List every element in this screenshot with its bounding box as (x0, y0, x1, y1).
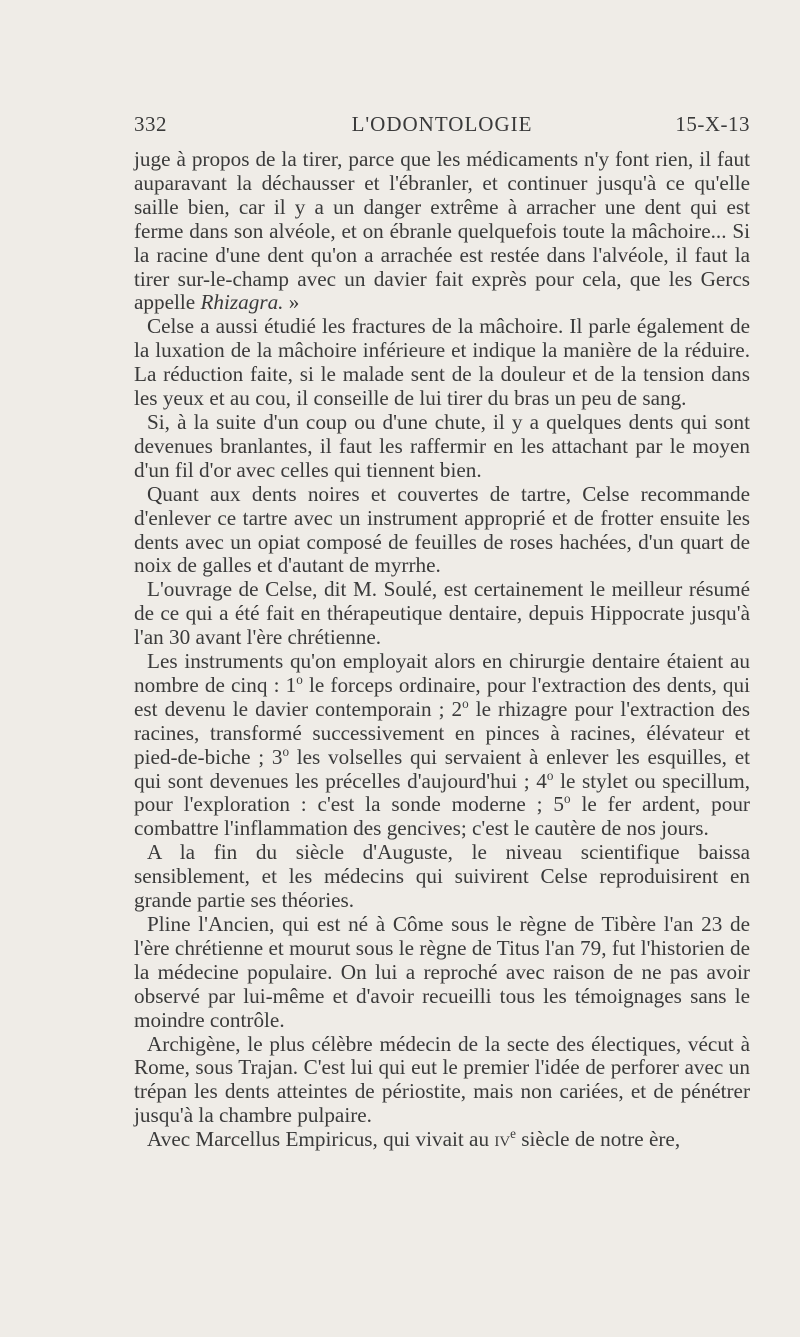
page-number: 332 (134, 112, 167, 136)
ordinal-mark: o (564, 791, 571, 807)
ordinal-mark: o (282, 743, 290, 759)
ordinal-mark: o (296, 671, 303, 687)
paragraph: Pline l'Ancien, qui est né à Côme sous le règne de Tibère l'an 23 de l'ère chrétienne et mourut sous le règne de Titus l'an 79, fut l'historien de la médecine populaire. On lui a reproché avec raison de ne pas avoir observé par lui-même et d'avoir recueilli tous les témoignages sans le moindre contrôle. (134, 912, 750, 1032)
body-text (134, 148, 750, 1152)
paragraph-text: le rhizagre pour l'extraction des racines, transformé successivement en pinces à racines, élévateur et pied-de-biche ; 3 (134, 696, 751, 769)
paragraph: Quant aux dents noires et couvertes de tartre, Celse recommande d'enlever ce tartre avec un instrument approprié et de frotter ensuite les dents avec un opiat composé de feuilles de roses hachées, d'un quart de noix de galles et d'autant de myrrhe. (134, 481, 750, 578)
closing-quote: » (283, 290, 300, 315)
paragraph-text: le fer ardent, pour combattre l'inflammation des gencives; c'est le cautère de nos jours. (134, 792, 750, 841)
paragraph-text: Avec Marcellus Empiricus, qui vivait au (147, 1127, 495, 1152)
running-title: L'ODONTOLOGIE (351, 112, 533, 136)
paragraph-text: le forceps ordinaire, pour l'extraction des dents, qui est devenu le davier contemporain ; 2 (134, 672, 750, 721)
ordinal-mark: o (546, 767, 554, 783)
paragraph: Archigène, le plus célèbre médecin de la secte des électiques, vécut à Rome, sous Trajan. C'est lui qui eut le premier l'idée de perforer avec un trépan les dents atteintes de périostite, mais non cariées, et de pénétrer jusqu'à la chambre pulpaire. (134, 1031, 750, 1128)
paragraph-text: les volselles qui servaient à enlever les esquilles, et qui sont devenues les précelles d'aujourd'hui ; 4 (134, 744, 750, 793)
paragraph-text: le stylet ou specillum, pour l'exploration : c'est la sonde moderne ; 5 (134, 768, 750, 817)
paragraph-text: Les instruments qu'on employait alors en chirurgie dentaire étaient au nombre de cinq : 1 (134, 649, 750, 697)
issue-date: 15-X-13 (675, 112, 750, 136)
paragraph-text: siècle de notre ère, (516, 1127, 681, 1152)
paragraph (134, 1128, 750, 1152)
ordinal-mark: o (462, 695, 469, 711)
paragraph: A la fin du siècle d'Auguste, le niveau scientifique baissa sensiblement, et les médecins qui suivirent Celse reproduisirent en grande partie ses théories. (134, 840, 750, 913)
roman-numeral: iv (494, 1127, 511, 1152)
paragraph (134, 148, 750, 315)
paragraph: L'ouvrage de Celse, dit M. Soulé, est certainement le meilleur résumé de ce qui a été fait en thérapeutique dentaire, depuis Hippocrate jusqu'à l'an 30 avant l'ère chrétienne. (134, 577, 750, 650)
ordinal-mark: e (510, 1126, 516, 1142)
paragraph-text: juge à propos de la tirer, parce que les médicaments n'y font rien, il faut auparavant la déchausser et l'ébranler, et continuer jusqu'à ce qu'elle saille bien, car il y a un danger extrême à arracher une dent qui est ferme dans son alvéole, et on ébranle quelquefois toute la mâchoire... Si la racine d'une dent qu'on a arrachée est restée dans l'alvéole, il faut la tirer sur-le-champ avec un davier fait exprès pour cela, que les Gercs appelle (134, 147, 750, 315)
paragraph (134, 650, 750, 841)
paragraph: Si, à la suite d'un coup ou d'une chute, il y a quelques dents qui sont devenues branlantes, il faut les raffermir en les attachant par le moyen d'un fil d'or avec celles qui tiennent bien. (134, 409, 750, 482)
running-header (134, 112, 750, 142)
italic-term: Rhizagra. (200, 290, 284, 315)
paragraph: Celse a aussi étudié les fractures de la mâchoire. Il parle également de la luxation de la mâchoire inférieure et indique la manière de la réduire. La réduction faite, si le malade sent de la douleur et de la tension dans les yeux et au cou, il conseille de lui tirer du bras un peu de sang. (134, 314, 750, 411)
